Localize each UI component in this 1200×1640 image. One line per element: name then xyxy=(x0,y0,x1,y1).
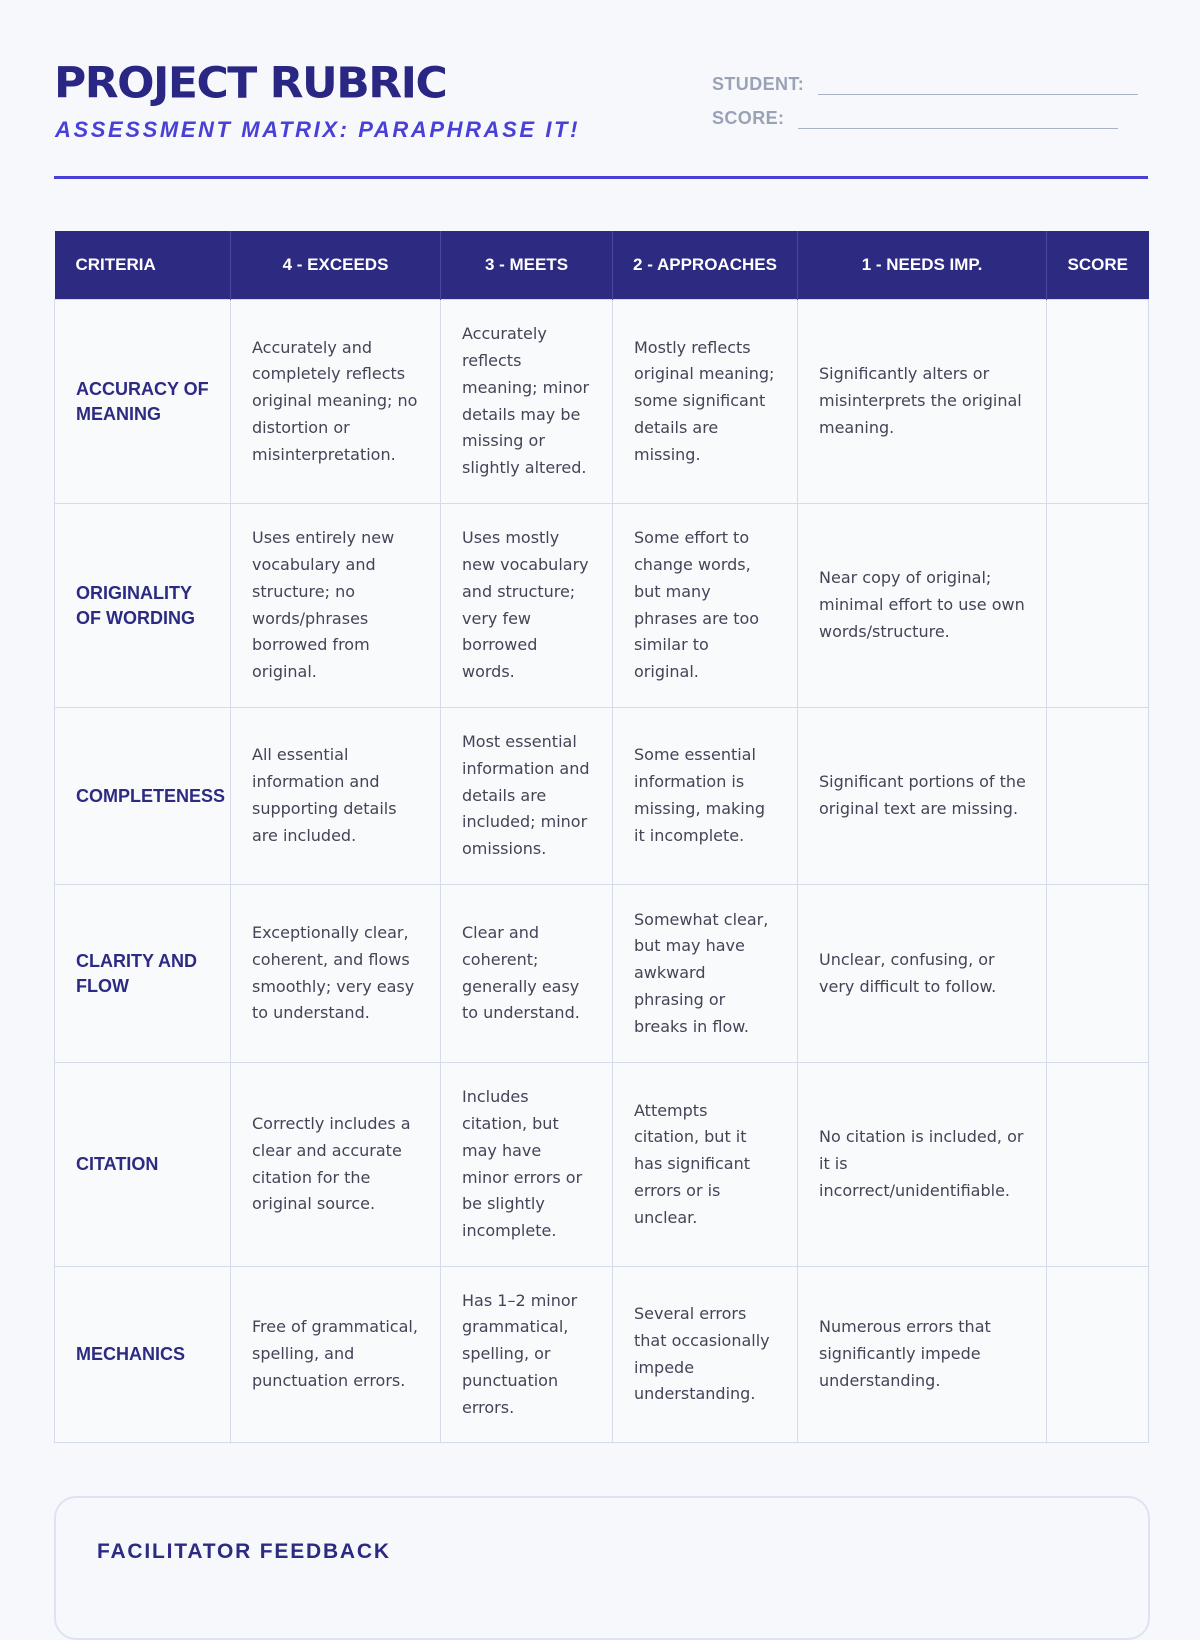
student-field xyxy=(712,68,1138,95)
criteria-cell: MECHANICS xyxy=(55,1267,231,1443)
approaches-cell: Several errors that occasionally impede understanding. xyxy=(613,1267,798,1443)
approaches-cell: Some effort to change words, but many phrases are too similar to original. xyxy=(613,504,798,708)
student-input-line[interactable] xyxy=(818,68,1138,95)
score-input-line[interactable] xyxy=(798,102,1118,129)
criteria-cell: ORIGINALITY OF WORDING xyxy=(55,504,231,708)
table-header-row xyxy=(55,231,1149,300)
score-cell[interactable] xyxy=(1047,1063,1149,1267)
criteria-cell: CITATION xyxy=(55,1063,231,1267)
table-row xyxy=(55,1063,1149,1267)
needs-improvement-cell: No citation is included, or it is incorrect/unidentifiable. xyxy=(798,1063,1047,1267)
score-cell[interactable] xyxy=(1047,1267,1149,1443)
score-cell[interactable] xyxy=(1047,885,1149,1063)
table-row xyxy=(55,885,1149,1063)
header-meets: 3 - MEETS xyxy=(441,231,613,300)
header-criteria: CRITERIA xyxy=(55,231,231,300)
needs-improvement-cell: Unclear, confusing, or very difficult to follow. xyxy=(798,885,1047,1063)
exceeds-cell: Correctly includes a clear and accurate citation for the original source. xyxy=(231,1063,441,1267)
needs-improvement-cell: Near copy of original; minimal effort to use own words/structure. xyxy=(798,504,1047,708)
table-row xyxy=(55,1267,1149,1443)
needs-improvement-cell: Numerous errors that significantly impede understanding. xyxy=(798,1267,1047,1443)
meets-cell: Includes citation, but may have minor errors or be slightly incomplete. xyxy=(441,1063,613,1267)
criteria-cell: COMPLETENESS xyxy=(55,708,231,885)
approaches-cell: Somewhat clear, but may have awkward phrasing or breaks in flow. xyxy=(613,885,798,1063)
needs-improvement-cell: Significantly alters or misinterprets the original meaning. xyxy=(798,300,1047,504)
meets-cell: Most essential information and details are included; minor omissions. xyxy=(441,708,613,885)
header-score: SCORE xyxy=(1047,231,1149,300)
approaches-cell: Attempts citation, but it has significant errors or is unclear. xyxy=(613,1063,798,1267)
criteria-cell: CLARITY AND FLOW xyxy=(55,885,231,1063)
approaches-cell: Some essential information is missing, making it incomplete. xyxy=(613,708,798,885)
page-title: PROJECT RUBRIC xyxy=(54,58,447,109)
score-cell[interactable] xyxy=(1047,504,1149,708)
header-needs-improvement: 1 - NEEDS IMP. xyxy=(798,231,1047,300)
table-row xyxy=(55,708,1149,885)
page-header xyxy=(54,0,1148,179)
meets-cell: Uses mostly new vocabulary and structure; very few borrowed words. xyxy=(441,504,613,708)
meets-cell: Clear and coherent; generally easy to understand. xyxy=(441,885,613,1063)
exceeds-cell: Free of grammatical, spelling, and punctuation errors. xyxy=(231,1267,441,1443)
meets-cell: Accurately reflects meaning; minor details may be missing or slightly altered. xyxy=(441,300,613,504)
student-label: STUDENT: xyxy=(712,74,805,94)
meets-cell: Has 1–2 minor grammatical, spelling, or punctuation errors. xyxy=(441,1267,613,1443)
needs-improvement-cell: Significant portions of the original text are missing. xyxy=(798,708,1047,885)
exceeds-cell: Exceptionally clear, coherent, and flows smoothly; very easy to understand. xyxy=(231,885,441,1063)
exceeds-cell: Accurately and completely reflects original meaning; no distortion or misinterpretation. xyxy=(231,300,441,504)
table-row xyxy=(55,504,1149,708)
rubric-table xyxy=(54,231,1149,1443)
header-exceeds: 4 - EXCEEDS xyxy=(231,231,441,300)
score-cell[interactable] xyxy=(1047,708,1149,885)
table-row xyxy=(55,300,1149,504)
exceeds-cell: All essential information and supporting details are included. xyxy=(231,708,441,885)
criteria-cell: ACCURACY OF MEANING xyxy=(55,300,231,504)
facilitator-feedback-box[interactable] xyxy=(54,1496,1150,1640)
approaches-cell: Mostly reflects original meaning; some significant details are missing. xyxy=(613,300,798,504)
header-approaches: 2 - APPROACHES xyxy=(613,231,798,300)
page-subtitle: ASSESSMENT MATRIX: PARAPHRASE IT! xyxy=(55,117,581,142)
feedback-title: FACILITATOR FEEDBACK xyxy=(97,1540,391,1563)
score-field xyxy=(712,102,1118,129)
score-label: SCORE: xyxy=(712,108,785,128)
score-cell[interactable] xyxy=(1047,300,1149,504)
exceeds-cell: Uses entirely new vocabulary and structure; no words/phrases borrowed from original. xyxy=(231,504,441,708)
rubric-page xyxy=(54,0,1148,1417)
